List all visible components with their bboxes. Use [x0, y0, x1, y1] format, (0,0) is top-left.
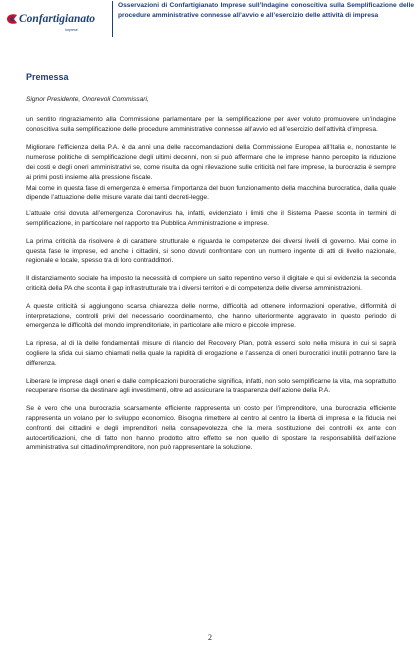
logo-mark-icon — [5, 12, 19, 26]
logo-subtext: Imprese — [65, 28, 78, 32]
page-number: 2 — [208, 633, 212, 642]
document-body — [26, 95, 396, 453]
paragraph: Il distanziamento sociale ha imposto la necessità di compiere un salto repentino verso il digitale e qui si evidenzia la seconda criticità della PA che sconta il gap infrastrutturale tra i diversi territori e di competenza delle diverse amministrazioni. — [26, 275, 396, 292]
paragraph: un sentito ringraziamento alla Commissione parlamentare per la semplificazione per aver voluto promuovere un’indagine conoscitiva sulla semplificazione delle procedure amministrative connesse all’avvio ed all’esercizio dell’attività d’impresa. — [26, 115, 396, 133]
paragraph: La ripresa, al di là delle fondamentali misure di rilancio del Recovery Plan, potrà esserci solo nella misura in cui si saprà cogliere la sfida cui siamo chiamati nella quale la rapidità di erogazione e l’assenza di oneri burocratici inutili potranno fare la differenza. — [26, 340, 396, 367]
salutation: Signor Presidente, Onorevoli Commissari, — [26, 96, 149, 103]
paragraph: La prima criticità da risolvere è di carattere strutturale e riguarda le competenze dei diversi livelli di governo. Mai come in questa fase le imprese, ed anche i cittadini, si sono dovuti confrontare con un numero ingente di atti di livello nazionale, regionale e locale, spesso tra di loro contraddittori. — [26, 237, 396, 265]
paragraph: Migliorare l’efficienza della P.A. è da anni una delle raccomandazioni della Commissione Europea all’Italia e, nonostante le numerose politiche di semplificazione degli ultimi decenni, non si può affermare che le imprese hanno percepito la riduzione dei costi e degli oneri amministrativi se, come risulta da ogni rilevazione sulle criticità nel fare imprese, la burocrazia è sempre ai primi posti insieme alla pressione fiscale. — [26, 144, 396, 181]
confartigianato-logo — [5, 6, 105, 30]
header-title: Osservazioni di Confartigianato Imprese sull’Indagine conoscitiva sulla Semplificazione delle procedure amministrative connesse all’avvio e all’esercizio delle attività di impresa — [118, 2, 414, 20]
section-title: Premessa — [26, 72, 69, 82]
paragraph: Liberare le imprese dagli oneri e dalle complicazioni burocratiche significa, infatti, non solo semplificarne la vita, ma soprattutto recuperare risorse da destinare agli investimenti, oltre ad assicurare la trasparenza dell’azione della P.A. — [26, 377, 396, 395]
header-divider — [112, 1, 113, 37]
paragraph: L’attuale crisi dovuta all’emergenza Coronavirus ha, infatti, evidenziato i limiti che il Sistema Paese sconta in termini di semplificazione, in particolare nel rapporto tra Pubblica Amministrazione e imprese. — [26, 210, 396, 227]
paragraph: Mai come in questa fase di emergenza è emersa l’importanza del buon funzionamento della macchina burocratica, dalla quale dipende l’attuazione delle misure varate dai tanti decreti-legge. — [26, 184, 396, 202]
page-header — [0, 0, 420, 40]
paragraph: A queste criticità si aggiungono scarsa chiarezza delle norme, difficoltà ad ottenere informazioni operative, difformità di interpretazione, controlli privi del necessario coordinamento, che hanno ulteriormente aggravato in questo periodo di emergenza le difficoltà del mondo imprenditoriale, in particolare alle micro e piccole imprese. — [26, 302, 396, 330]
paragraph: Se è vero che una burocrazia scarsamente efficiente rappresenta un costo per l’imprenditore, una burocrazia efficiente rappresenta un volano per lo sviluppo economico. Bisogna rimettere al centro al centro la libertà di impresa e la fiducia nei confronti dei cittadini e degli imprenditori nella consapevolezza che la mera sostituzione dei controlli ex ante con autocertificazioni, che di fatto non hanno prodotto altro effetto se non quello di spostare la responsabilità dell’azione amministrativa sul cittadino/imprenditore, non può rappresentare la soluzione. — [26, 405, 396, 452]
logo-text: Confartigianato — [19, 13, 96, 25]
